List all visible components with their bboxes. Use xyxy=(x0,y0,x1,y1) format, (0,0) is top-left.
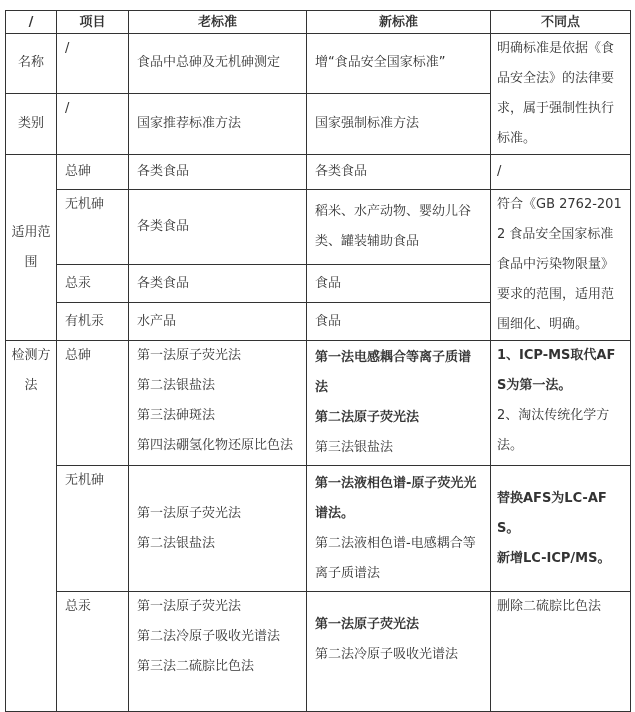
comparison-table xyxy=(5,10,631,712)
method-line: 第一法液相色谱-原子荧光光谱法。 xyxy=(315,475,477,521)
method-total-arsenic-diff xyxy=(491,341,631,466)
method-line: 第二法原子荧光法 xyxy=(315,410,420,425)
name-label: 名称 xyxy=(6,34,57,94)
method-line: 第四法硼氢化物还原比色法 xyxy=(137,438,294,453)
header-row xyxy=(6,11,631,34)
method-total-mercury-diff xyxy=(491,592,631,712)
method-line: 第三法砷斑法 xyxy=(137,408,216,423)
scope-total-arsenic-item: 总砷 xyxy=(57,155,129,190)
method-line: 第一法原子荧光法 xyxy=(137,599,242,614)
name-new: 增“食品安全国家标准” xyxy=(307,34,491,94)
method-line: 第二法银盐法 xyxy=(137,378,216,393)
method-inorganic-arsenic-diff xyxy=(491,466,631,592)
method-section-label: 检测方法 xyxy=(6,341,57,712)
method-line: 第一法原子荧光法 xyxy=(315,617,420,632)
scope-section-label: 适用范围 xyxy=(6,155,57,341)
scope-organic-mercury-item: 有机汞 xyxy=(57,303,129,341)
category-new: 国家强制标准方法 xyxy=(307,93,491,154)
method-line: 第三法二硫腙比色法 xyxy=(137,659,255,674)
scope-organic-mercury-new: 食品 xyxy=(307,303,491,341)
row-scope-total-arsenic xyxy=(6,155,631,190)
scope-total-mercury-old: 各类食品 xyxy=(129,265,307,303)
method-total-arsenic-old xyxy=(129,341,307,466)
header-item: 项目 xyxy=(57,11,129,34)
name-item: / xyxy=(57,34,129,94)
category-old: 国家推荐标准方法 xyxy=(129,93,307,154)
method-line: 第二法液相色谱-电感耦合等离子质谱法 xyxy=(315,535,476,581)
scope-organic-mercury-old: 水产品 xyxy=(129,303,307,341)
diff-line: 1、ICP-MS取代AFS为第一法。 xyxy=(497,348,616,393)
scope-inorganic-arsenic-old: 各类食品 xyxy=(129,190,307,265)
header-slash: / xyxy=(6,11,57,34)
method-line: 第一法电感耦合等离子质谱法 xyxy=(315,350,472,395)
diff-line: 替换AFS为LC-AFS。 xyxy=(497,490,607,536)
name-old: 食品中总砷及无机砷测定 xyxy=(129,34,307,94)
category-item: / xyxy=(57,93,129,154)
scope-total-arsenic-old: 各类食品 xyxy=(129,155,307,190)
row-scope-inorganic-arsenic xyxy=(6,190,631,265)
method-line: 第一法原子荧光法 xyxy=(137,505,242,521)
row-name xyxy=(6,34,631,94)
diff-line: 2、淘汰传统化学方法。 xyxy=(497,408,610,453)
diff-line: 删除二硫腙比色法 xyxy=(497,599,602,614)
row-method-total-arsenic xyxy=(6,341,631,466)
method-line: 第二法冷原子吸收光谱法 xyxy=(315,647,459,662)
diff-line: 新增LC-ICP/MS。 xyxy=(497,550,611,566)
method-inorganic-arsenic-new xyxy=(307,466,491,592)
method-line: 第二法冷原子吸收光谱法 xyxy=(137,629,281,644)
name-category-diff: 明确标准是依据《食品安全法》的法律要求，属于强制性执行标准。 xyxy=(491,34,631,155)
header-new-standard: 新标准 xyxy=(307,11,491,34)
scope-merged-diff: 符合《GB 2762-2012 食品安全国家标准食品中污染物限量》要求的范围，适用范围细化、明确。 xyxy=(491,190,631,341)
scope-inorganic-arsenic-new: 稻米、水产动物、婴幼儿谷类、罐装辅助食品 xyxy=(307,190,491,265)
scope-inorganic-arsenic-item: 无机砷 xyxy=(57,190,129,265)
row-method-inorganic-arsenic xyxy=(6,466,631,592)
method-inorganic-arsenic-old xyxy=(129,466,307,592)
method-inorganic-arsenic-item: 无机砷 xyxy=(57,466,129,592)
category-label: 类别 xyxy=(6,93,57,154)
scope-total-arsenic-new: 各类食品 xyxy=(307,155,491,190)
scope-total-mercury-item: 总汞 xyxy=(57,265,129,303)
standard-comparison-table xyxy=(5,10,631,712)
method-total-mercury-old xyxy=(129,592,307,712)
header-difference: 不同点 xyxy=(491,11,631,34)
scope-total-mercury-new: 食品 xyxy=(307,265,491,303)
header-old-standard: 老标准 xyxy=(129,11,307,34)
method-line: 第二法银盐法 xyxy=(137,535,216,551)
method-total-arsenic-item: 总砷 xyxy=(57,341,129,466)
row-method-total-mercury xyxy=(6,592,631,712)
method-total-mercury-item: 总汞 xyxy=(57,592,129,712)
method-line: 第三法银盐法 xyxy=(315,440,394,455)
scope-total-arsenic-diff: / xyxy=(491,155,631,190)
method-total-arsenic-new xyxy=(307,341,491,466)
method-total-mercury-new xyxy=(307,592,491,712)
method-line: 第一法原子荧光法 xyxy=(137,348,242,363)
